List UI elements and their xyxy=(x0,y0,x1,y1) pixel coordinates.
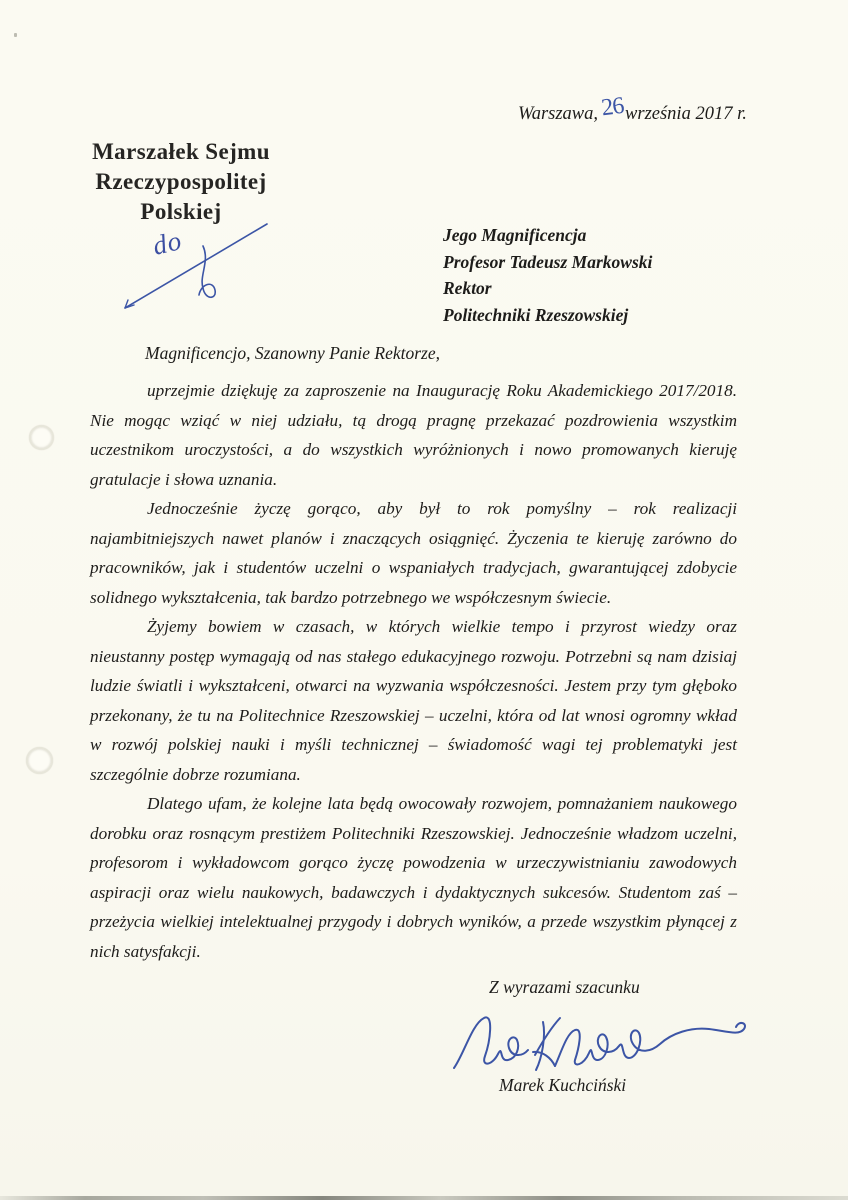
paragraph: uprzejmie dziękuję za zaproszenie na Inaugurację Roku Akademickiego 2017/2018. Nie mogąc wziąć w niej udziału, tą drogą pragnę przekazać pozdrowienia wszystkim uczestnikom uroczystości, a do wszystkich wyróżnionych i nowo promowanych kieruję gratulacje i słowa uznania. xyxy=(90,381,737,489)
date-city: Warszawa, xyxy=(518,104,599,124)
scan-edge-artifact xyxy=(0,1196,848,1200)
paragraph: Jednocześnie życzę gorąco, aby był to rok pomyślny – rok realizacji najambitniejszych nawet planów i znaczących osiągnięć. Życzenia te kieruję zarówno do pracowników, jak i studentów uczelni o wspaniałych tradycjach, gwarantującej zdobycie solidnego wykształcenia, tak bardzo potrzebnego we współczesnym świecie. xyxy=(90,499,737,607)
closing-phrase: Z wyrazami szacunku xyxy=(489,977,640,997)
recipient-line: Jego Magnificencja xyxy=(443,225,587,245)
hole-punch-artifact xyxy=(29,425,54,450)
date-line xyxy=(518,92,747,125)
paragraph: Dlatego ufam, że kolejne lata będą owocowały rozwojem, pomnażaniem naukowego dorobku oraz rosnącym prestiżem Politechniki Rzeszowskiej. Jednocześnie władzom uczelni, profesorom i wykładowcom gorąco życzę powodzenia w urzeczywistnianiu zawodowych aspiracji oraz wielu naukowych, badawczych i dydaktycznych sukcesów. Studentom zaś – przeżycia wielkiej intelektualnej przygody i dobrych wyników, a przede wszystkim płynącej z nich satysfakcji. xyxy=(90,794,737,961)
letterhead-line2: Rzeczypospolitej Polskiej xyxy=(95,169,267,224)
salutation: Magnificencjo, Szanowny Panie Rektorze, xyxy=(145,343,440,363)
hole-punch-artifact xyxy=(26,747,53,774)
recipient-line: Profesor Tadeusz Markowski xyxy=(443,251,653,272)
handwritten-strike-line xyxy=(115,216,275,316)
signatory-name: Marek Kuchciński xyxy=(499,1075,627,1095)
recipient-line: Politechniki Rzeszowskiej xyxy=(443,304,629,325)
scan-speck-artifact xyxy=(14,33,17,37)
handwritten-day: 26 xyxy=(599,92,625,122)
recipient-line: Rektor xyxy=(443,278,492,298)
letterhead xyxy=(64,137,298,227)
recipient-block xyxy=(443,222,652,328)
handwritten-annotation: do xyxy=(149,225,185,261)
letterhead-line1: Marszałek Sejmu xyxy=(92,139,270,164)
paragraph: Żyjemy bowiem w czasach, w których wielkie tempo i przyrost wiedzy oraz nieustanny postęp wymagają od nas stałego edukacyjnego rozwoju. Potrzebni są nam dzisiaj ludzie światli i wykształceni, otwarci na wyzwania współczesności. Jestem przy tym głęboko przekonany, że tu na Politechnice Rzeszowskiej – uczelni, która od lat wnosi ogromny wkład w rozwój polskiej nauki i myśli technicznej – świadomość wagi tej problematyki jest szczególnie dobrze rozumiana. xyxy=(90,617,737,784)
letter-body xyxy=(90,376,737,966)
date-rest: września 2017 r. xyxy=(625,104,747,124)
